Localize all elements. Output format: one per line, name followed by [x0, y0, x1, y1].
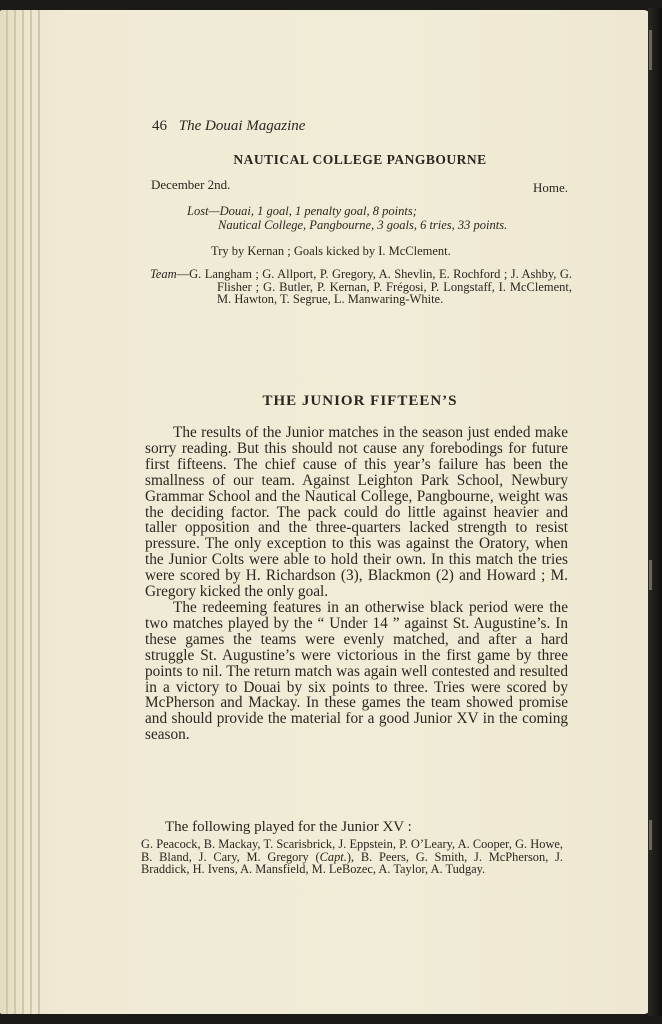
players-part-2: ), B. Peers, G. Smith, J. McPherson, J. Braddick, H. Ivens, A. Mansfield, M. LeBozec, A. Taylor, A. Tudgay. — [141, 849, 564, 876]
running-head — [152, 118, 305, 135]
result-line-2: Nautical College, Pangbourne, 3 goals, 6 tries, 33 points. — [218, 218, 508, 232]
magazine-title: The Douai Magazine — [178, 118, 306, 134]
match-date: December 2nd. — [151, 177, 231, 192]
players-list — [141, 838, 563, 876]
match-title: NAUTICAL COLLEGE PANGBOURNE — [233, 152, 487, 167]
match-result — [187, 204, 507, 232]
players-part-1: G. Peacock, B. Mackay, T. Scarisbrick, J. Eppstein, P. O’Leary, A. Cooper, G. Howe, B. Bland, J. Cary, M. Gregory ( — [141, 837, 563, 864]
junior-title: THE JUNIOR FIFTEEN’S — [262, 393, 458, 409]
match-venue: Home. — [533, 180, 569, 195]
result-line-1: Lost—Douai, 1 goal, 1 penalty goal, 8 points; — [187, 204, 417, 218]
junior-report — [145, 425, 568, 743]
page-number: 46 — [152, 118, 167, 134]
team-names: —G. Langham ; G. Allport, P. Gregory, A. Shevlin, E. Rochford ; J. Ashby, G. Flisher ; G. Butler, P. Kernan, P. Frégosi, P. Longstaff, I. McClement, M. Hawton, T. Segrue, L. Manwaring-White. — [176, 267, 572, 307]
captain-abbrev: Capt. — [319, 849, 347, 864]
match-scorers: Try by Kernan ; Goals kicked by I. McClement. — [211, 244, 451, 258]
team-label: Team — [150, 267, 177, 281]
paragraph: The redeeming features in an otherwise black period were the two matches played by the “ Under 14 ” against St. Augustine’s. In these games the teams were evenly matched, and after a hard struggle St. Augustine’s were victorious in the first game by three points to nil. The return match was again well contested and resulted in a victory to Douai by six points to three. Tries were scored by McPherson and Mackay. In these games the team showed promise and should provide the material for a good Junior XV in the coming season. — [145, 598, 568, 744]
team-list — [150, 268, 572, 306]
paragraph: The results of the Junior matches in the season just ended make sorry reading. But this should not cause any forebodings for future first fifteens. The chief cause of this year’s failure has been the smallness of our team. Against Leighton Park School, Newbury Grammar School and the Nautical College, Pangbourne, weight was the deciding factor. The pack could do little against heavier and taller opposition and the three-quarters lacked strength to resist pressure. The only exception to this was against the Oratory, when the Junior Colts were able to hold their own. In this match the tries were scored by H. Richardson (3), Blackmon (2) and Howard ; M. Gregory kicked the only goal. — [145, 424, 568, 601]
players-intro: The following played for the Junior XV : — [165, 819, 412, 835]
